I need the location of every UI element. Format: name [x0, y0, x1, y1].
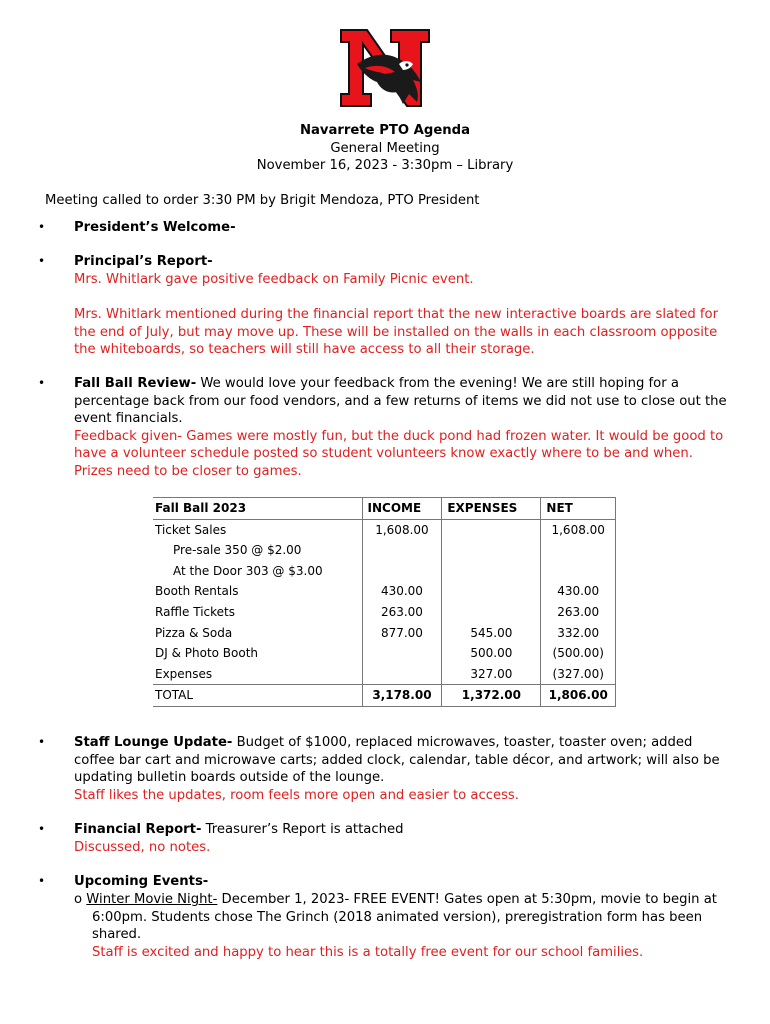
table-row — [153, 540, 616, 561]
table-cell — [362, 540, 442, 561]
table-header-row — [153, 498, 616, 520]
table-cell: 263.00 — [541, 602, 616, 623]
financial-feedback: Discussed, no notes. — [74, 839, 211, 855]
table-cell: TOTAL — [153, 685, 362, 707]
table-cell: 1,372.00 — [442, 685, 541, 707]
event-text — [74, 891, 734, 944]
table-cell: (500.00) — [541, 643, 616, 664]
section-heading: Principal’s Report- — [74, 254, 213, 269]
table-row — [153, 664, 616, 685]
table-cell: 500.00 — [442, 643, 541, 664]
table-row — [153, 519, 616, 540]
staff-lounge-body: Budget of $1000, replaced microwaves, toaster, toaster oven; added coffee bar cart and microwave carts; added clock, calendar, table décor, and artwork; will also be updating bulletin boards outside of the lounge. — [74, 735, 720, 785]
table-header-cell: INCOME — [362, 498, 442, 520]
fall-ball-financial-table — [153, 497, 616, 707]
table-cell — [442, 519, 541, 540]
table-row — [153, 581, 616, 602]
table-cell: 545.00 — [442, 623, 541, 644]
table-cell — [442, 581, 541, 602]
table-cell — [541, 561, 616, 582]
staff-lounge-feedback: Staff likes the updates, room feels more open and easier to access. — [74, 787, 519, 803]
section-heading: Upcoming Events- — [74, 874, 209, 889]
table-header-cell: Fall Ball 2023 — [153, 498, 362, 520]
table-row — [153, 623, 616, 644]
table-row — [153, 602, 616, 623]
table-header-cell: EXPENSES — [442, 498, 541, 520]
meeting-type: General Meeting — [330, 141, 440, 156]
called-to-order: Meeting called to order 3:30 PM by Brigit Mendoza, PTO President — [45, 193, 480, 208]
principal-note-1: Mrs. Whitlark gave positive feedback on Family Picnic event. — [74, 271, 474, 287]
bullet-icon: • — [38, 822, 46, 836]
table-cell: DJ & Photo Booth — [153, 643, 362, 664]
table-cell: 430.00 — [362, 581, 442, 602]
section-heading: Financial Report- — [74, 822, 202, 837]
section-principal — [74, 253, 734, 359]
school-logo-n-eagle — [337, 24, 433, 112]
section-heading: Staff Lounge Update- — [74, 735, 233, 750]
section-heading: Fall Ball Review- — [74, 376, 197, 391]
fall-ball-feedback: Feedback given- Games were mostly fun, but the duck pond had frozen water. It would be good to have a volunteer schedule posted so student volunteers know exactly where to be and when. Prizes need to be closer to games. — [74, 428, 724, 479]
table-total-row — [153, 685, 616, 707]
table-row — [153, 561, 616, 582]
fall-ball-body: We would love your feedback from the evening! We are still hoping for a percentage back from our food vendors, and a few returns of items we did not use to close out the event financials. — [74, 376, 727, 426]
table-cell: 3,178.00 — [362, 685, 442, 707]
section-heading: President’s Welcome- — [74, 220, 236, 235]
table-cell — [442, 540, 541, 561]
table-row — [153, 643, 616, 664]
table-cell — [362, 643, 442, 664]
table-cell: 430.00 — [541, 581, 616, 602]
table-cell: 332.00 — [541, 623, 616, 644]
table-cell: Booth Rentals — [153, 581, 362, 602]
bullet-icon: • — [38, 735, 46, 749]
table-cell: At the Door 303 @ $3.00 — [153, 561, 362, 582]
table-cell: 1,806.00 — [541, 685, 616, 707]
table-cell: 1,608.00 — [541, 519, 616, 540]
table-cell: Raffle Tickets — [153, 602, 362, 623]
bullet-icon: • — [38, 376, 46, 390]
financial-body: Treasurer’s Report is attached — [201, 822, 404, 837]
fall-ball-text — [74, 375, 734, 428]
bullet-icon: • — [38, 254, 46, 268]
table-cell — [541, 540, 616, 561]
table-cell — [442, 602, 541, 623]
agenda-title: Navarrete PTO Agenda — [299, 123, 470, 138]
table-cell — [442, 561, 541, 582]
table-cell: 327.00 — [442, 664, 541, 685]
table-cell — [362, 561, 442, 582]
table-cell: 1,608.00 — [362, 519, 442, 540]
table-cell: Expenses — [153, 664, 362, 685]
section-upcoming — [74, 873, 734, 891]
section-staff-lounge — [74, 734, 734, 804]
table-cell — [362, 664, 442, 685]
event-feedback: Staff is excited and happy to hear this is a totally free event for our school families. — [92, 944, 644, 960]
event-body: December 1, 2023- FREE EVENT! Gates open at 5:30pm, movie to begin at 6:00pm. Students chose The Grinch (2018 animated version), preregistration form has been shared. — [92, 892, 717, 942]
table-cell: 263.00 — [362, 602, 442, 623]
table-cell: Pizza & Soda — [153, 623, 362, 644]
table-cell: 877.00 — [362, 623, 442, 644]
table-cell: Pre-sale 350 @ $2.00 — [153, 540, 362, 561]
section-fall-ball — [74, 375, 734, 480]
section-financial — [74, 821, 734, 856]
section-welcome — [74, 219, 734, 237]
staff-lounge-text — [74, 734, 734, 787]
sub-bullet-icon: o — [74, 892, 83, 907]
table-cell: Ticket Sales — [153, 519, 362, 540]
table-cell: (327.00) — [541, 664, 616, 685]
principal-note-2: Mrs. Whitlark mentioned during the financial report that the new interactive boards are slated for the end of July, but may move up. These will be installed on the walls in each classroom opposite the whiteboards, so teachers will still have access to all their storage. — [74, 307, 719, 357]
bullet-icon: • — [38, 220, 46, 234]
bullet-icon: • — [38, 874, 46, 888]
meeting-date: November 16, 2023 - 3:30pm – Library — [256, 158, 514, 173]
table-header-cell: NET — [541, 498, 616, 520]
upcoming-event-item — [74, 891, 734, 961]
financial-text — [74, 821, 734, 839]
event-name: Winter Movie Night- — [86, 892, 218, 907]
